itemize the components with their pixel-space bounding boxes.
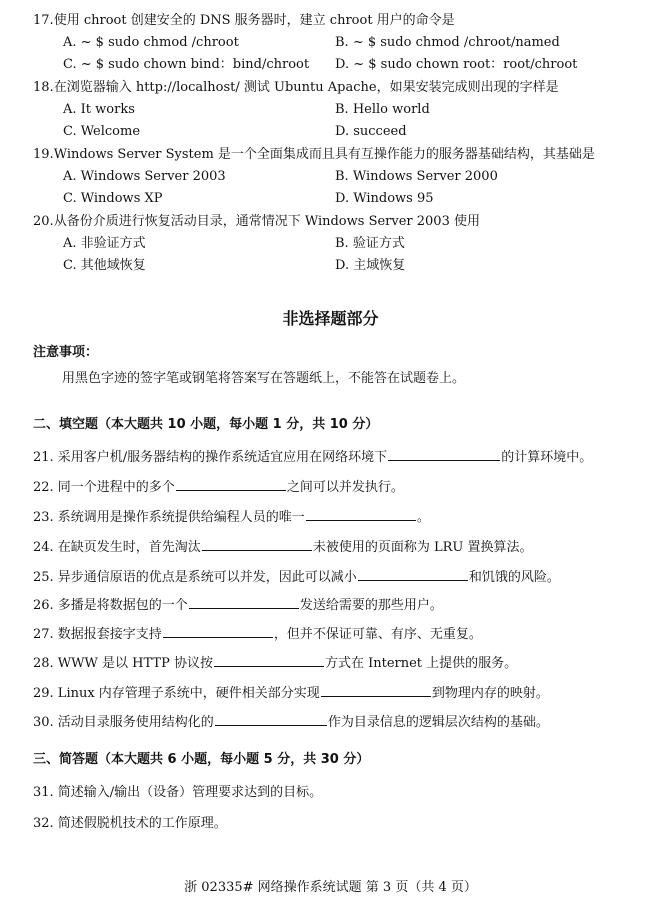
option-d: D. succeed	[335, 124, 407, 139]
answer-blank	[189, 595, 299, 609]
fill-heading: 二、填空题（本大题共 10 小题，每小题 1 分，共 10 分）	[33, 417, 379, 432]
option-a: A. ~ $ sudo chmod /chroot	[63, 35, 239, 50]
fill-item: 30. 活动目录服务使用结构化的 作为目录信息的逻辑层次结构的基础。	[33, 712, 648, 732]
option-c: C. 其他域恢复	[63, 258, 146, 273]
question-text: 在浏览器输入 http://localhost/ 测试 Ubuntu Apache，如果安装完成则出现的字样是	[53, 80, 559, 95]
section-title: 非选择题部分	[282, 309, 379, 328]
short-item: 32. 简述假脱机技术的工作原理。	[33, 816, 227, 831]
question-text: Windows Server System 是一个全面集成而且具有互操作能力的服务器基础结构，其基础是	[53, 147, 595, 162]
fill-item: 25. 异步通信原语的优点是系统可以并发，因此可以减小 和饥饿的风险。	[33, 567, 648, 587]
option-d: D. ~ $ sudo chown root：root/chroot	[335, 57, 578, 72]
answer-blank	[214, 653, 324, 667]
answer-blank	[163, 624, 273, 638]
option-b: B. 验证方式	[335, 236, 405, 251]
fill-item: 24. 在缺页发生时，首先淘汰 未被使用的页面称为 LRU 置换算法。	[33, 537, 648, 557]
fill-item: 22. 同一个进程中的多个 之间可以并发执行。	[33, 477, 648, 497]
answer-blank	[358, 567, 468, 581]
question-number: 19.	[33, 147, 54, 162]
option-a: A. It works	[63, 102, 135, 117]
question-18	[33, 79, 648, 97]
fill-item: 28. WWW 是以 HTTP 协议按 方式在 Internet 上提供的服务。	[33, 653, 648, 673]
short-item: 31. 简述输入/输出（设备）管理要求达到的目标。	[33, 785, 323, 800]
question-text: 使用 chroot 创建安全的 DNS 服务器时，建立 chroot 用户的命令是	[53, 13, 455, 28]
answer-blank	[321, 683, 431, 697]
notice-label: 注意事项：	[33, 345, 99, 360]
answer-blank	[388, 447, 500, 461]
question-number: 20.	[33, 214, 54, 229]
notice-text: 用黑色字迹的签字笔或钢笔将答案写在答题纸上，不能答在试题卷上。	[62, 371, 466, 386]
option-d: D. Windows 95	[335, 191, 434, 206]
option-a: A. Windows Server 2003	[63, 169, 226, 184]
short-heading: 三、简答题（本大题共 6 小题，每小题 5 分，共 30 分）	[33, 752, 370, 767]
option-a: A. 非验证方式	[63, 236, 146, 251]
option-b: B. Hello world	[335, 102, 430, 117]
option-b: B. ~ $ sudo chmod /chroot/named	[335, 35, 560, 50]
option-c: C. Welcome	[63, 124, 141, 139]
option-d: D. 主域恢复	[335, 258, 406, 273]
answer-blank	[176, 477, 286, 491]
fill-item: 26. 多播是将数据包的一个 发送给需要的那些用户。	[33, 595, 648, 615]
question-17	[33, 12, 648, 30]
answer-blank	[215, 712, 327, 726]
question-number: 18.	[33, 80, 54, 95]
fill-item: 29. Linux 内存管理子系统中，硬件相关部分实现 到物理内存的映射。	[33, 683, 648, 703]
fill-item: 21. 采用客户机/服务器结构的操作系统适宜应用在网络环境下 的计算环境中。	[33, 447, 648, 467]
fill-item: 23. 系统调用是操作系统提供给编程人员的唯一 。	[33, 507, 648, 527]
fill-item: 27. 数据报套接字支持 ，但并不保证可靠、有序、无重复。	[33, 624, 648, 644]
question-19	[33, 146, 648, 164]
question-20	[33, 213, 648, 231]
option-c: C. Windows XP	[63, 191, 163, 206]
option-b: B. Windows Server 2000	[335, 169, 498, 184]
answer-blank	[306, 507, 416, 521]
question-text: 从备份介质进行恢复活动目录，通常情况下 Windows Server 2003 使用	[53, 214, 480, 229]
option-c: C. ~ $ sudo chown bind：bind/chroot	[63, 57, 310, 72]
page-footer: 浙 02335# 网络操作系统试题 第 3 页（共 4 页）	[184, 880, 477, 895]
question-number: 17.	[33, 13, 54, 28]
answer-blank	[202, 537, 312, 551]
